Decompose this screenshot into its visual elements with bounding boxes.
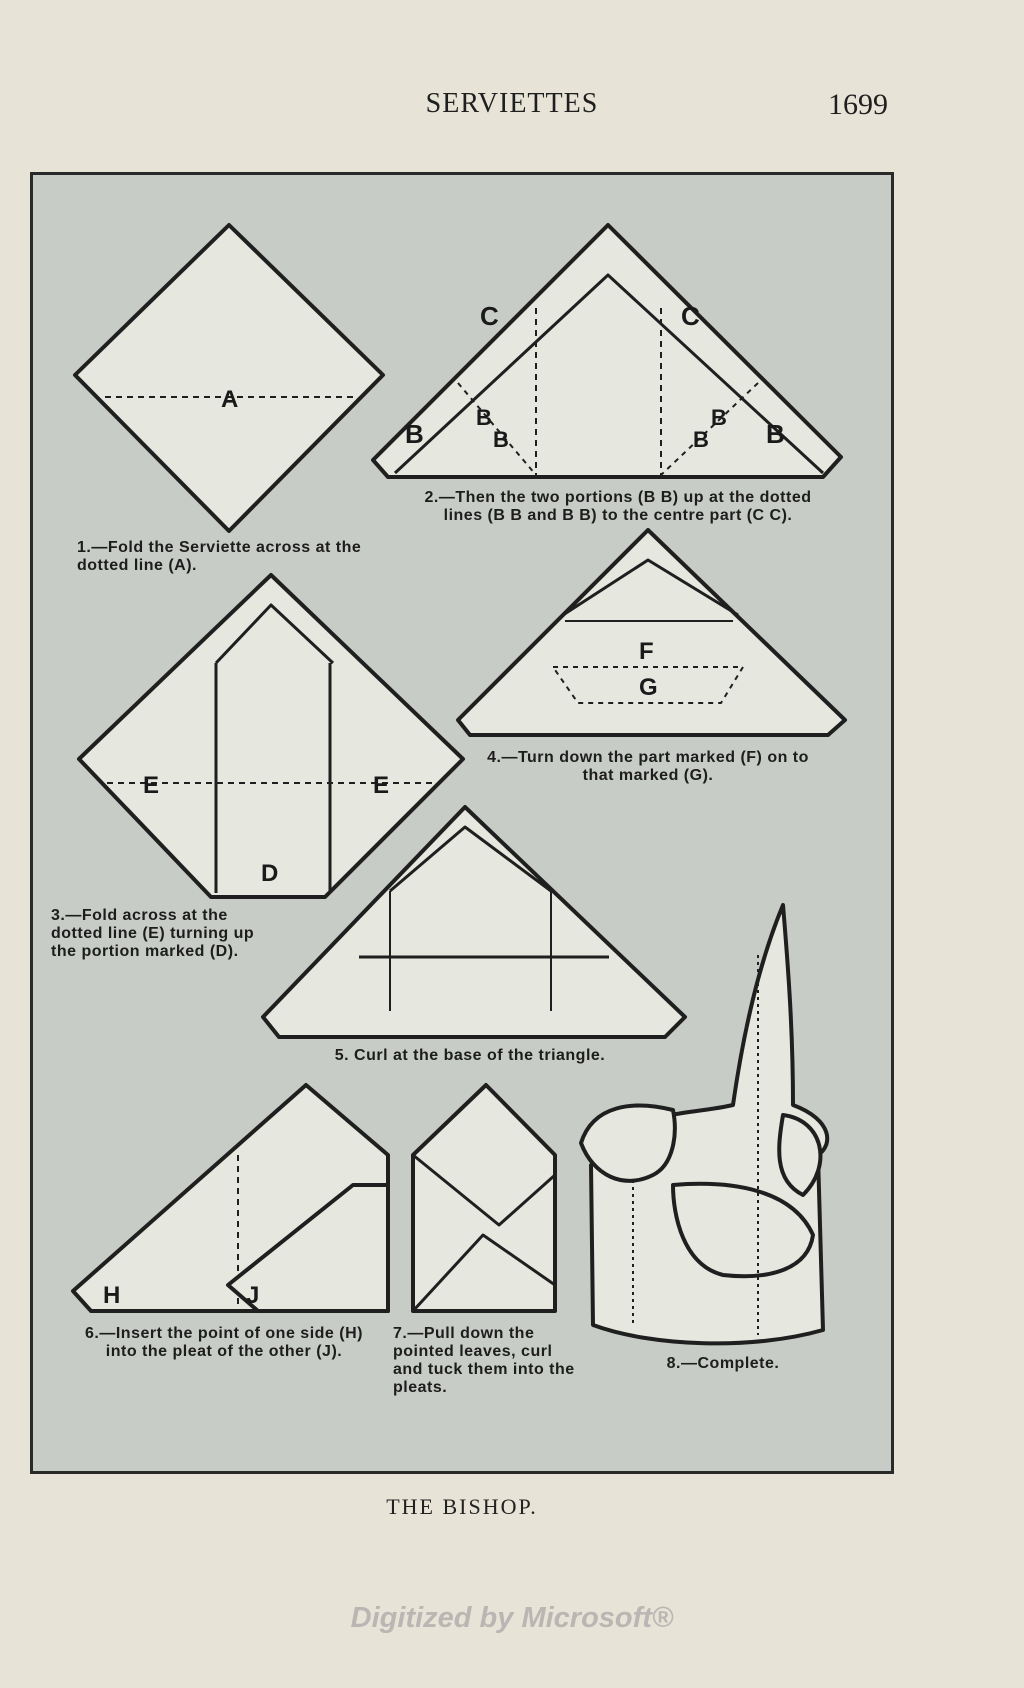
page-header-title: SERVIETTES — [425, 88, 599, 119]
plate-title: THE BISHOP. — [386, 1494, 538, 1519]
label-f: F — [639, 638, 654, 665]
step-6-diagram — [73, 1085, 388, 1311]
step-1-caption: 1.—Fold the Serviette across at the dotted line (A). — [77, 539, 362, 574]
step-3-diagram — [79, 575, 463, 897]
step-4-caption: 4.—Turn down the part marked (F) on to that marked (G). — [487, 749, 809, 784]
step-7-caption: 7.—Pull down the pointed leaves, curl and tuck them into the pleats. — [393, 1325, 575, 1396]
label-b-2: B — [476, 405, 492, 430]
label-b-6: B — [766, 419, 785, 449]
label-g: G — [639, 674, 658, 701]
label-j: J — [246, 1282, 260, 1309]
step-1-diagram — [75, 225, 383, 531]
label-b-1: B — [405, 419, 424, 449]
label-b-4: B — [693, 427, 709, 452]
folding-diagrams — [33, 175, 891, 1471]
label-e-left: E — [143, 772, 160, 799]
step-3-caption: 3.—Fold across at the dotted line (E) turning up the portion marked (D). — [51, 907, 255, 960]
label-b-3: B — [493, 427, 509, 452]
label-a: A — [221, 386, 239, 413]
digitized-watermark: Digitized by Microsoft® — [350, 1602, 674, 1634]
step-5-caption: 5. Curl at the base of the triangle. — [334, 1047, 606, 1064]
step-2-caption: 2.—Then the two portions (B B) up at the dotted lines (B B and B B) to the centre part (C C). — [424, 489, 812, 524]
label-c-left: C — [480, 301, 499, 331]
label-h: H — [103, 1282, 121, 1309]
label-d: D — [261, 860, 279, 887]
illustration-plate — [30, 172, 894, 1474]
label-c-right: C — [681, 301, 700, 331]
step-4-diagram — [458, 530, 845, 735]
label-b-5: B — [711, 405, 727, 430]
step-6-caption: 6.—Insert the point of one side (H) into the pleat of the other (J). — [85, 1325, 363, 1360]
page-number: 1699 — [828, 88, 888, 121]
step-8-caption: 8.—Complete. — [666, 1355, 780, 1372]
label-e-right: E — [373, 772, 390, 799]
step-7-diagram — [413, 1085, 555, 1311]
